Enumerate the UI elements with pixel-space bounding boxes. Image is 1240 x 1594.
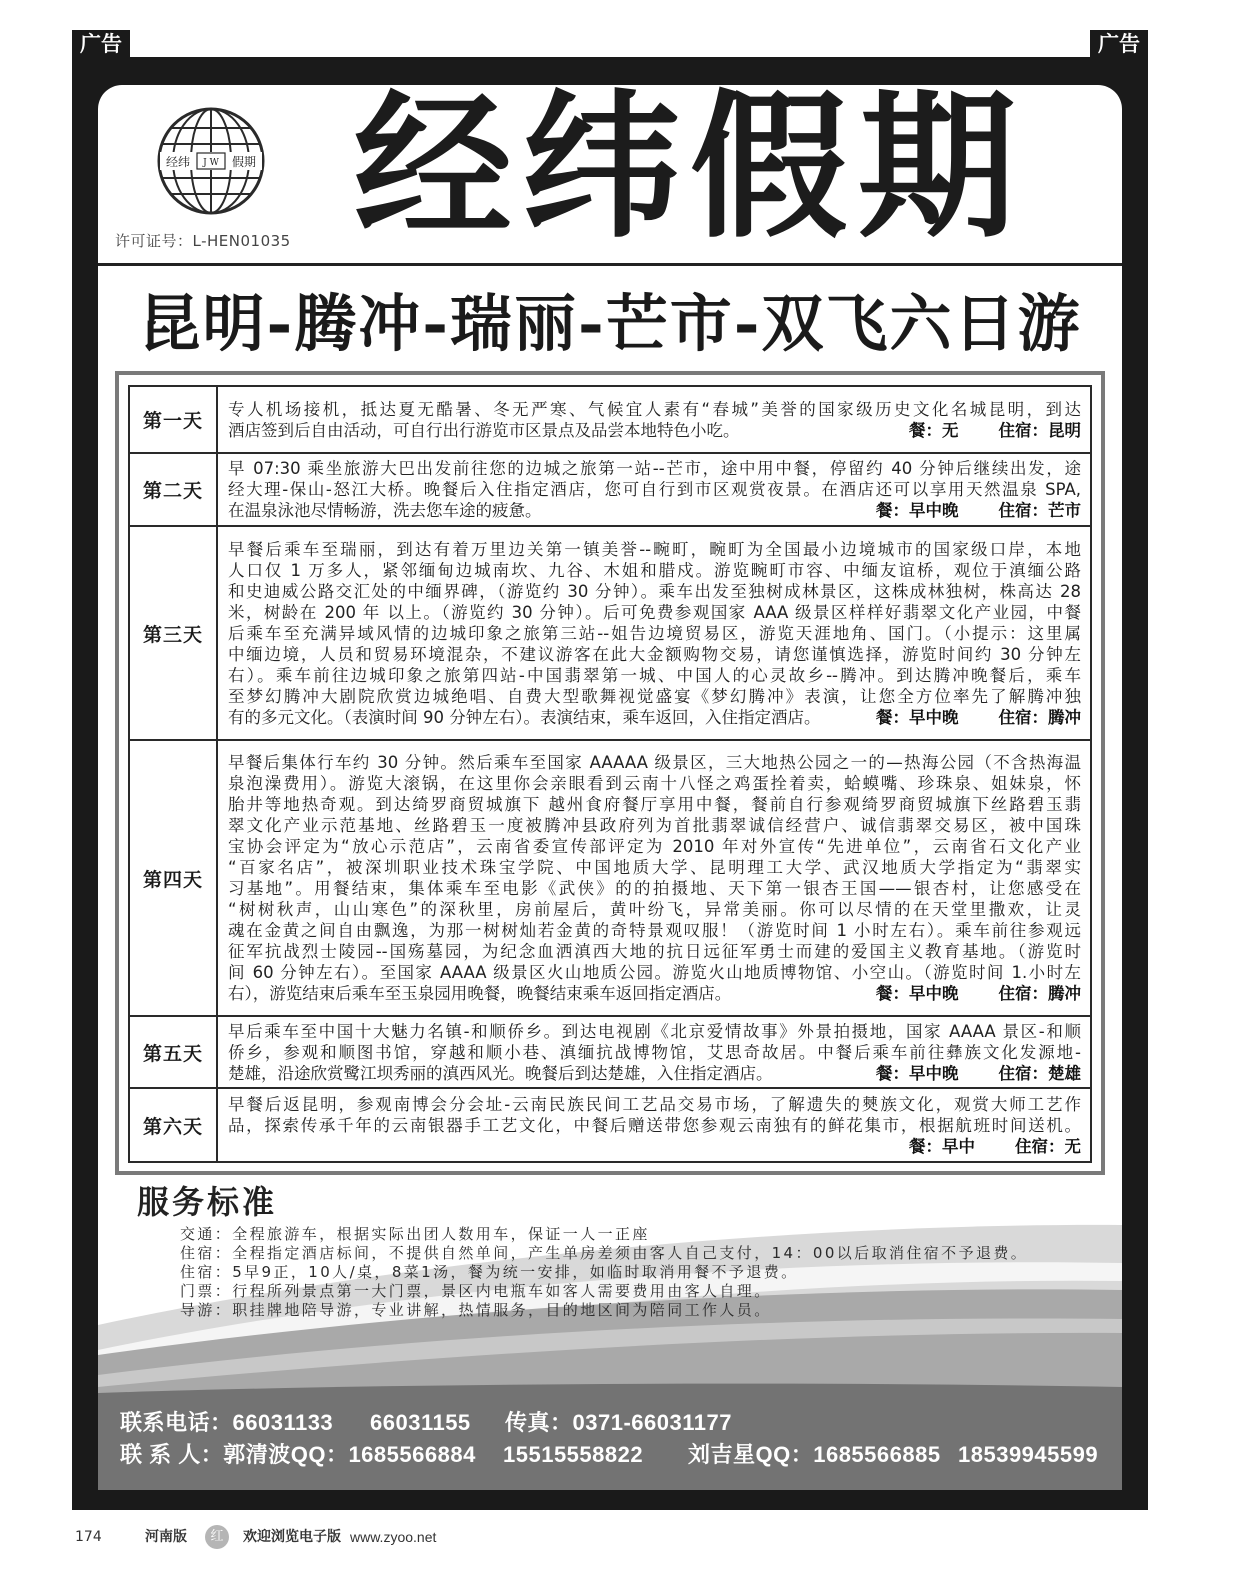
logo-text-center: J W (203, 158, 219, 168)
contact-phone: 联系电话：66031133 (120, 1410, 334, 1435)
description-line: 征军抗战烈士陵园--国殇墓园，为纪念血洒滇西大地的抗日远征军勇士而建的爱国主义教育基地。（游览时 (228, 942, 1081, 961)
meal-and-lodging (864, 983, 1081, 1004)
day-label: 第五天 (130, 1017, 218, 1087)
contact-person-2: 刘吉星QQ：1685566885 (688, 1442, 941, 1467)
meal-info: 餐：无 (909, 420, 959, 440)
description-line: 早 07:30 乘坐旅游大巴出发前往您的边城之旅第一站--芒市，途中用中餐，停留约 40 分钟后继续出发，途 (228, 459, 1081, 478)
header-divider (98, 263, 1122, 266)
ad-label-left: 广告 (72, 30, 130, 58)
description-last-line (228, 983, 1081, 1004)
description-last-line (228, 420, 1081, 441)
description-line: 宝协会评定为“放心示范店”，云南省委宣传部评定为 2010 年对外宣传“先进单位”，云南省石文化产业 (228, 837, 1081, 856)
meal-and-lodging (864, 500, 1081, 521)
day-description (218, 1017, 1090, 1087)
lodging-info: 住宿：昆明 (998, 420, 1081, 440)
service-item-transport: 交通：全程旅游车，根据实际出团人数用车，保证一人一正座 (180, 1225, 650, 1243)
description-line: 至梦幻腾冲大剧院欣赏边城绝唱、自费大型歌舞视觉盛宴《梦幻腾冲》表演，让您全方位率先了解腾冲独 (228, 686, 1081, 706)
description-line: 有的多元文化。（表演时间 90 分钟左右）。表演结束，乘车返回，入住指定酒店。 (228, 707, 821, 727)
description-line: 泉泡澡费用）。游览大滚锅，在这里你会亲眼看到云南十八怪之鸡蛋拴着卖，蛤蟆嘴、珍珠泉、姐妹泉，怀 (228, 774, 1081, 793)
description-line: “树树秋声，山山寒色”的深秋里，房前屋后，黄叶纷飞，异常美丽。你可以尽情的在天堂里撒欢，让灵 (228, 900, 1081, 919)
meal-info: 餐：早中晚 (876, 707, 959, 727)
contact-person-1: 联 系 人：郭清波QQ：1685566884 (120, 1442, 476, 1467)
day-label: 第一天 (130, 387, 218, 452)
itinerary-row-day-3 (130, 527, 1090, 741)
day-description (218, 741, 1090, 1015)
description-last-line (228, 1136, 1081, 1157)
description-last-line (228, 1063, 1081, 1084)
itinerary-table (128, 385, 1092, 1163)
description-line: 人口仅 1 万多人，紧邻缅甸边城南坎、九谷、木姐和腊戍。游览畹町市容、中缅友谊桥，观位于滇缅公路 (228, 560, 1081, 580)
day-label: 第二天 (130, 454, 218, 525)
lodging-info: 住宿：无 (1015, 1136, 1081, 1156)
description-line: 右）。乘车前往边城印象之旅第四站-中国翡翠第一城、中国人的心灵故乡--腾冲。到达腾冲晚餐后，乘车 (228, 665, 1081, 685)
ad-label-right: 广告 (1090, 30, 1148, 58)
description-line: 侨乡，参观和顺图书馆，穿越和顺小巷、滇缅抗战博物馆，艾思奇故居。中餐后乘车前往彝族文化发源地- (228, 1042, 1081, 1062)
meal-and-lodging (864, 707, 1081, 728)
lodging-info: 住宿：楚雄 (998, 1063, 1081, 1083)
description-line: 习基地”。用餐结束，集体乘车至电影《武侠》的的拍摄地、天下第一银杏王国——银杏村，让您感受在 (228, 879, 1081, 898)
lodging-info: 住宿：腾冲 (998, 984, 1081, 1003)
description-line: 魂在金黄之间自由飘逸，为那一树树灿若金黄的奇特景观叹服！（游览时间 1 小时左右）。乘车前往参观远 (228, 921, 1081, 940)
description-last-line (228, 707, 1081, 728)
description-line: 楚雄，沿途欣赏鹭江坝秀丽的滇西风光。晚餐后到达楚雄，入住指定酒店。 (228, 1063, 773, 1083)
edition-label: 河南版 (145, 1529, 187, 1545)
itinerary-row-day-1 (130, 387, 1090, 454)
day-description (218, 1089, 1090, 1161)
site-text: 欢迎浏览电子版 (243, 1529, 341, 1545)
service-item-tickets: 门票：行程所列景点第一大门票，景区内电瓶车如客人需要费用由客人自理。 (180, 1282, 772, 1300)
description-line: 早餐后集体行车约 30 分钟。然后乘车至国家 AAAAA 级景区，三大地热公园之一的—热海公园（不含热海温 (228, 753, 1081, 772)
itinerary-row-day-2 (130, 454, 1090, 527)
lodging-info: 住宿：芒市 (998, 501, 1081, 520)
brand-title: 经纬假期 (354, 76, 1026, 260)
contact-person-2-mobile: 18539945599 (958, 1442, 1099, 1467)
description-line: 胎井等地热奇观。到达绮罗商贸城旗下 越州食府餐厅享用中餐，餐前自行参观绮罗商贸城旗下丝路碧玉翡 (228, 795, 1081, 814)
logo-text-right: 假期 (231, 155, 257, 169)
contact-person-1-mobile: 15515558822 (503, 1442, 644, 1467)
lodging-info: 住宿：腾冲 (998, 707, 1081, 727)
description-line: 米，树龄在 200 年 以上。（游览约 30 分钟）。后可免费参观国家 AAA 级景区样样好翡翠文化产业园，中餐 (228, 602, 1081, 622)
description-last-line (228, 500, 1081, 521)
day-description (218, 527, 1090, 739)
description-line: “百家名店”，被深圳职业技术珠宝学院、中国地质大学、昆明理工大学、武汉地质大学指定为“翡翠实 (228, 858, 1081, 877)
description-line: 间 60 分钟左右）。至国家 AAAA 级景区火山地质公园。游览火山地质博物馆、小空山。（游览时间 1.小时左 (228, 963, 1081, 982)
description-line: 中缅边境，人员和贸易环境混杂，不建议游客在此大金额购物交易，请您谨慎选择，游览时间约 30 分钟左 (228, 644, 1081, 664)
meal-info: 餐：早中晚 (876, 501, 959, 520)
route-title: 昆明-腾冲-瑞丽-芒市-双飞六日游 (138, 287, 1082, 360)
meal-info: 餐：早中晚 (876, 984, 959, 1003)
day-label: 第三天 (130, 527, 218, 739)
meal-and-lodging (897, 1136, 1081, 1157)
description-line: 早餐后返昆明，参观南博会分会址-云南民族民间工艺品交易市场，了解遗失的僰族文化，观赏大师工艺作 (228, 1094, 1081, 1114)
day-label: 第四天 (130, 741, 218, 1015)
day-description (218, 387, 1090, 452)
meal-and-lodging (897, 420, 1081, 441)
service-item-guide: 导游：职挂牌地陪导游，专业讲解，热情服务，目的地区间为陪同工作人员。 (180, 1301, 772, 1319)
service-item-lodging: 住宿：全程指定酒店标间，不提供自然单间，产生单房差须由客人自己支付，14：00以后取消住宿不予退费。 (180, 1244, 1029, 1262)
globe-logo-icon (156, 106, 266, 216)
services-list (180, 1225, 1028, 1320)
itinerary-row-day-5 (130, 1017, 1090, 1089)
description-line: 早餐后乘车至瑞丽，到达有着万里边关第一镇美誉--畹町，畹町为全国最小边境城市的国家级口岸，本地 (228, 539, 1081, 559)
meal-info: 餐：早中 (909, 1136, 975, 1156)
description-line: 专人机场接机，抵达夏无酷暑、冬无严寒、气候宜人素有“春城”美誉的国家级历史文化名城昆明，到达 (228, 399, 1081, 419)
site-url: www.zyoo.net (350, 1529, 437, 1545)
description-line: 后乘车至充满异域风情的边城印象之旅第三站--姐告边境贸易区，游览天涯地角、国门。（小提示：这里属 (228, 623, 1081, 643)
description-line: 早后乘车至中国十大魅力名镇-和顺侨乡。到达电视剧《北京爱情故事》外景拍摄地，国家 AAAA 景区-和顺 (228, 1021, 1081, 1041)
page-number: 174 (75, 1529, 102, 1545)
edition-badge: 红 (205, 1525, 229, 1549)
description-line: 品，探索传承千年的云南银器手工艺文化，中餐后赠送带您参观云南独有的鲜花集市，根据航班时间送机。 (228, 1115, 1081, 1135)
service-item-meals: 住宿：5早9正，10人/桌，8菜1汤，餐为统一安排，如临时取消用餐不予退费。 (180, 1263, 799, 1281)
day-description (218, 454, 1090, 525)
day-label: 第六天 (130, 1089, 218, 1161)
description-line: 酒店签到后自由活动，可自行出行游览市区景点及品尝本地特色小吃。 (228, 420, 740, 440)
itinerary-row-day-6 (130, 1089, 1090, 1161)
itinerary-row-day-4 (130, 741, 1090, 1017)
description-line: 右），游览结束后乘车至玉泉园用晚餐，晚餐结束乘车返回指定酒店。 (228, 984, 732, 1003)
contact-fax: 传真：0371-66031177 (505, 1410, 732, 1435)
description-line: 和史迪威公路交汇处的中缅界碑，（游览约 30 分钟）。乘车出发至独树成林景区，这株成林独树，株高达 28 (228, 581, 1081, 601)
services-heading: 服务标准 (137, 1183, 278, 1221)
logo-text-left: 经纬 (165, 155, 191, 169)
license-number: 许可证号：L-HEN01035 (115, 232, 291, 250)
meal-info: 餐：早中晚 (876, 1063, 959, 1083)
meal-and-lodging (864, 1063, 1081, 1084)
description-line: 经大理-保山-怒江大桥。晚餐后入住指定酒店，您可自行到市区观赏夜景。在酒店还可以享用天然温泉 SPA, (228, 480, 1081, 499)
contact-phone-2: 66031155 (370, 1410, 471, 1435)
description-line: 在温泉泳池尽情畅游，洗去您车途的疲惫。 (228, 501, 542, 520)
description-line: 翠文化产业示范基地、丝路碧玉一度被腾冲县政府列为首批翡翠诚信经营户、诚信翡翠交易区，被中国珠 (228, 816, 1081, 835)
